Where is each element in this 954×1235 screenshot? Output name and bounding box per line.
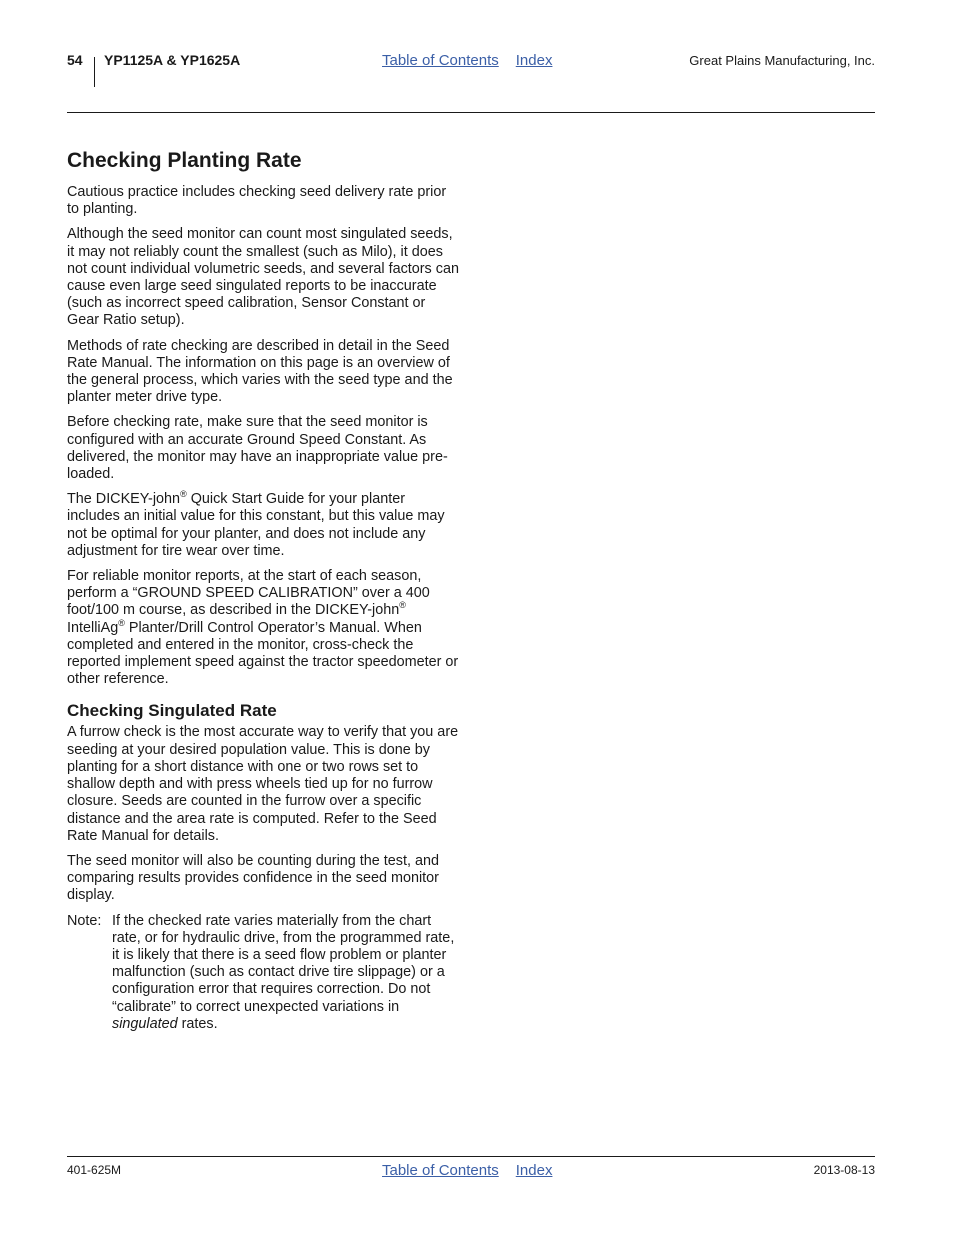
header-divider <box>94 57 95 87</box>
paragraph: For reliable monitor reports, at the start of each season, perform a “GROUND SPEED CALIBRATION” over a 400 foot/100 m course, as described in the DICKEY-john® IntelliAg® Planter/Drill Control Operator’s Manual. When completed and entered in the monitor, cross-check the reported implement speed against the tractor speedometer or other reference. <box>67 568 459 688</box>
paragraph: The DICKEY-john® Quick Start Guide for your planter includes an initial value for this constant, but this value may not be optimal for your planter, and does not include any adjustment for tire wear over time. <box>67 489 445 559</box>
toc-link[interactable]: Table of Contents <box>382 52 499 69</box>
page-number: 54 <box>67 52 83 68</box>
footer-rule <box>67 1156 875 1157</box>
header-links <box>382 52 552 69</box>
registered-mark: ® <box>180 489 187 500</box>
paragraph: The seed monitor will also be counting during the test, and comparing results provides confidence in the seed monitor display. <box>67 852 439 904</box>
paragraph: Although the seed monitor can count most singulated seeds, it may not reliably count the smallest (such as Milo), it does not count individual volumetric seeds, and several factors can cause even large seed singulated reports to be inaccurate (such as incorrect speed calibration, Sensor Constant or Gear Ratio setup). <box>67 226 459 329</box>
header-rule <box>67 112 875 113</box>
section-title: Checking Planting Rate <box>67 149 302 172</box>
toc-link[interactable]: Table of Contents <box>382 1162 499 1179</box>
document-number: 401-625M <box>67 1163 122 1177</box>
registered-mark: ® <box>118 617 125 628</box>
paragraph: Cautious practice includes checking seed delivery rate prior to planting. <box>67 184 447 218</box>
note-label: Note: <box>67 912 102 929</box>
footer-links <box>382 1162 552 1179</box>
company-name: Great Plains Manufacturing, Inc. <box>689 53 875 68</box>
model-title: YP1125A & YP1625A <box>104 52 241 68</box>
index-link[interactable]: Index <box>515 1162 553 1179</box>
paragraph: Methods of rate checking are described in detail in the Seed Rate Manual. The information on this page is an overview of the general process, which varies with the seed type and the planter meter drive type. <box>67 337 453 406</box>
paragraph: A furrow check is the most accurate way to verify that you are seeding at your desired population value. This is done by planting for a short distance with one or two rows set to shallow depth and with press wheels tied up for no furrow closure. Seeds are counted in the furrow over a specific distance and the area rate is computed. Refer to the Seed Rate Manual for details. <box>67 724 459 844</box>
main-content <box>67 147 459 1033</box>
note-text: If the checked rate varies materially from the chart rate, or for hydraulic drive, from the programmed rate, it is likely that there is a seed flow problem or planter malfunction (such as contact drive tire slippage) or a configuration error that requires correction. Do not “calibrate” to correct unexpected variations in singulated rates. <box>112 912 455 1032</box>
registered-mark: ® <box>399 600 406 611</box>
note <box>67 913 459 1033</box>
index-link[interactable]: Index <box>515 52 553 69</box>
paragraph: Before checking rate, make sure that the seed monitor is configured with an accurate Ground Speed Constant. As delivered, the monitor may have an inappropriate value pre-loaded. <box>67 414 448 483</box>
subsection-title: Checking Singulated Rate <box>67 701 277 721</box>
publication-date: 2013-08-13 <box>813 1163 875 1177</box>
